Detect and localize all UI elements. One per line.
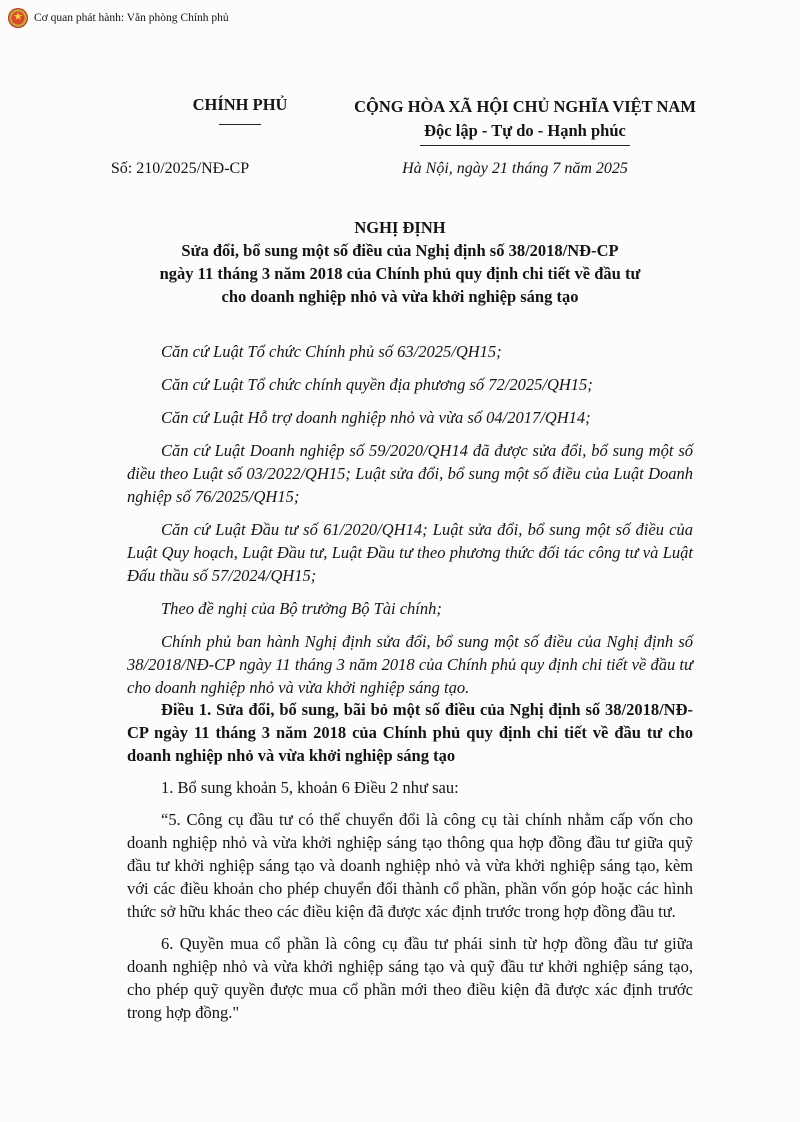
title-line-3: cho doanh nghiệp nhỏ và vừa khởi nghiệp sáng tạo bbox=[221, 287, 579, 306]
legal-basis: Căn cứ Luật Hỗ trợ doanh nghiệp nhỏ và vừa số 04/2017/QH14; bbox=[161, 408, 591, 427]
issuer-bar bbox=[8, 8, 229, 28]
agency-name: CHÍNH PHỦ bbox=[192, 95, 288, 114]
document-type: NGHỊ ĐỊNH bbox=[354, 218, 446, 237]
document-title bbox=[80, 216, 720, 308]
article-1 bbox=[127, 698, 693, 1033]
country-name: CỘNG HÒA XÃ HỘI CHỦ NGHĨA VIỆT NAM bbox=[354, 97, 696, 116]
clause-1: 1. Bổ sung khoản 5, khoản 6 Điều 2 như sau: bbox=[161, 778, 459, 797]
legal-basis: Căn cứ Luật Doanh nghiệp số 59/2020/QH14 đã được sửa đổi, bổ sung một số điều theo Luật số 03/2022/QH15; Luật sửa đổi, bổ sung một số điều của Luật Doanh nghiệp số 76/2025/QH15; bbox=[127, 441, 693, 506]
legal-basis: Theo đề nghị của Bộ trưởng Bộ Tài chính; bbox=[161, 599, 442, 618]
legal-basis: Căn cứ Luật Tổ chức Chính phủ số 63/2025/QH15; bbox=[161, 342, 502, 361]
legal-basis: Căn cứ Luật Tổ chức chính quyền địa phương số 72/2025/QH15; bbox=[161, 375, 593, 394]
paragraph-5: “5. Công cụ đầu tư có thể chuyển đổi là công cụ tài chính nhằm cấp vốn cho doanh nghiệp nhỏ và vừa khởi nghiệp sáng tạo thông qua hợp đồng đầu tư giữa quỹ đầu tư khởi nghiệp sáng tạo và doanh nghiệp nhỏ và vừa khởi nghiệp sáng tạo, kèm với các điều khoản cho phép chuyển đổi thành cổ phần, phần vốn góp hoặc các hình thức sở hữu khác theo các điều kiện đã được xác định trước trong hợp đồng đầu tư. bbox=[127, 810, 693, 921]
national-motto-block bbox=[330, 95, 720, 146]
paragraph-6: 6. Quyền mua cổ phần là công cụ đầu tư phái sinh từ hợp đồng đầu tư giữa doanh nghiệp nhỏ và vừa khởi nghiệp sáng tạo và quỹ đầu tư khởi nghiệp sáng tạo, cho phép quỹ quyền được mua cổ phần mới theo điều kiện đã được xác định trước trong hợp đồng." bbox=[127, 934, 693, 1022]
agency-block bbox=[140, 95, 340, 125]
national-emblem-icon bbox=[8, 8, 28, 28]
legal-bases bbox=[127, 340, 693, 709]
legal-basis: Chính phủ ban hành Nghị định sửa đổi, bổ sung một số điều của Nghị định số 38/2018/NĐ-CP ngày 11 tháng 3 năm 2018 của Chính phủ quy định chi tiết về đầu tư cho doanh nghiệp nhỏ và vừa khởi nghiệp sáng tạo. bbox=[127, 632, 693, 697]
legal-basis: Căn cứ Luật Đầu tư số 61/2020/QH14; Luật sửa đổi, bổ sung một số điều của Luật Quy hoạch, Luật Đầu tư, Luật Đầu tư theo phương thức đối tác công tư và Luật Đấu thầu số 57/2024/QH15; bbox=[127, 520, 693, 585]
motto-underline bbox=[420, 145, 630, 146]
issuer-text: Cơ quan phát hành: Văn phòng Chính phủ bbox=[34, 12, 229, 24]
agency-underline bbox=[219, 124, 261, 125]
place-and-date: Hà Nội, ngày 21 tháng 7 năm 2025 bbox=[402, 160, 628, 177]
national-motto: Độc lập - Tự do - Hạnh phúc bbox=[424, 121, 626, 140]
title-line-2: ngày 11 tháng 3 năm 2018 của Chính phủ quy định chi tiết về đầu tư bbox=[159, 264, 641, 283]
title-line-1: Sửa đổi, bổ sung một số điều của Nghị định số 38/2018/NĐ-CP bbox=[181, 241, 619, 260]
article-heading: Điều 1. Sửa đổi, bổ sung, bãi bỏ một số điều của Nghị định số 38/2018/NĐ-CP ngày 11 tháng 3 năm 2018 của Chính phủ quy định chi tiết về đầu tư cho doanh nghiệp nhỏ và vừa khởi nghiệp sáng tạo bbox=[127, 700, 693, 765]
document-number: Số: 210/2025/NĐ-CP bbox=[110, 160, 250, 177]
